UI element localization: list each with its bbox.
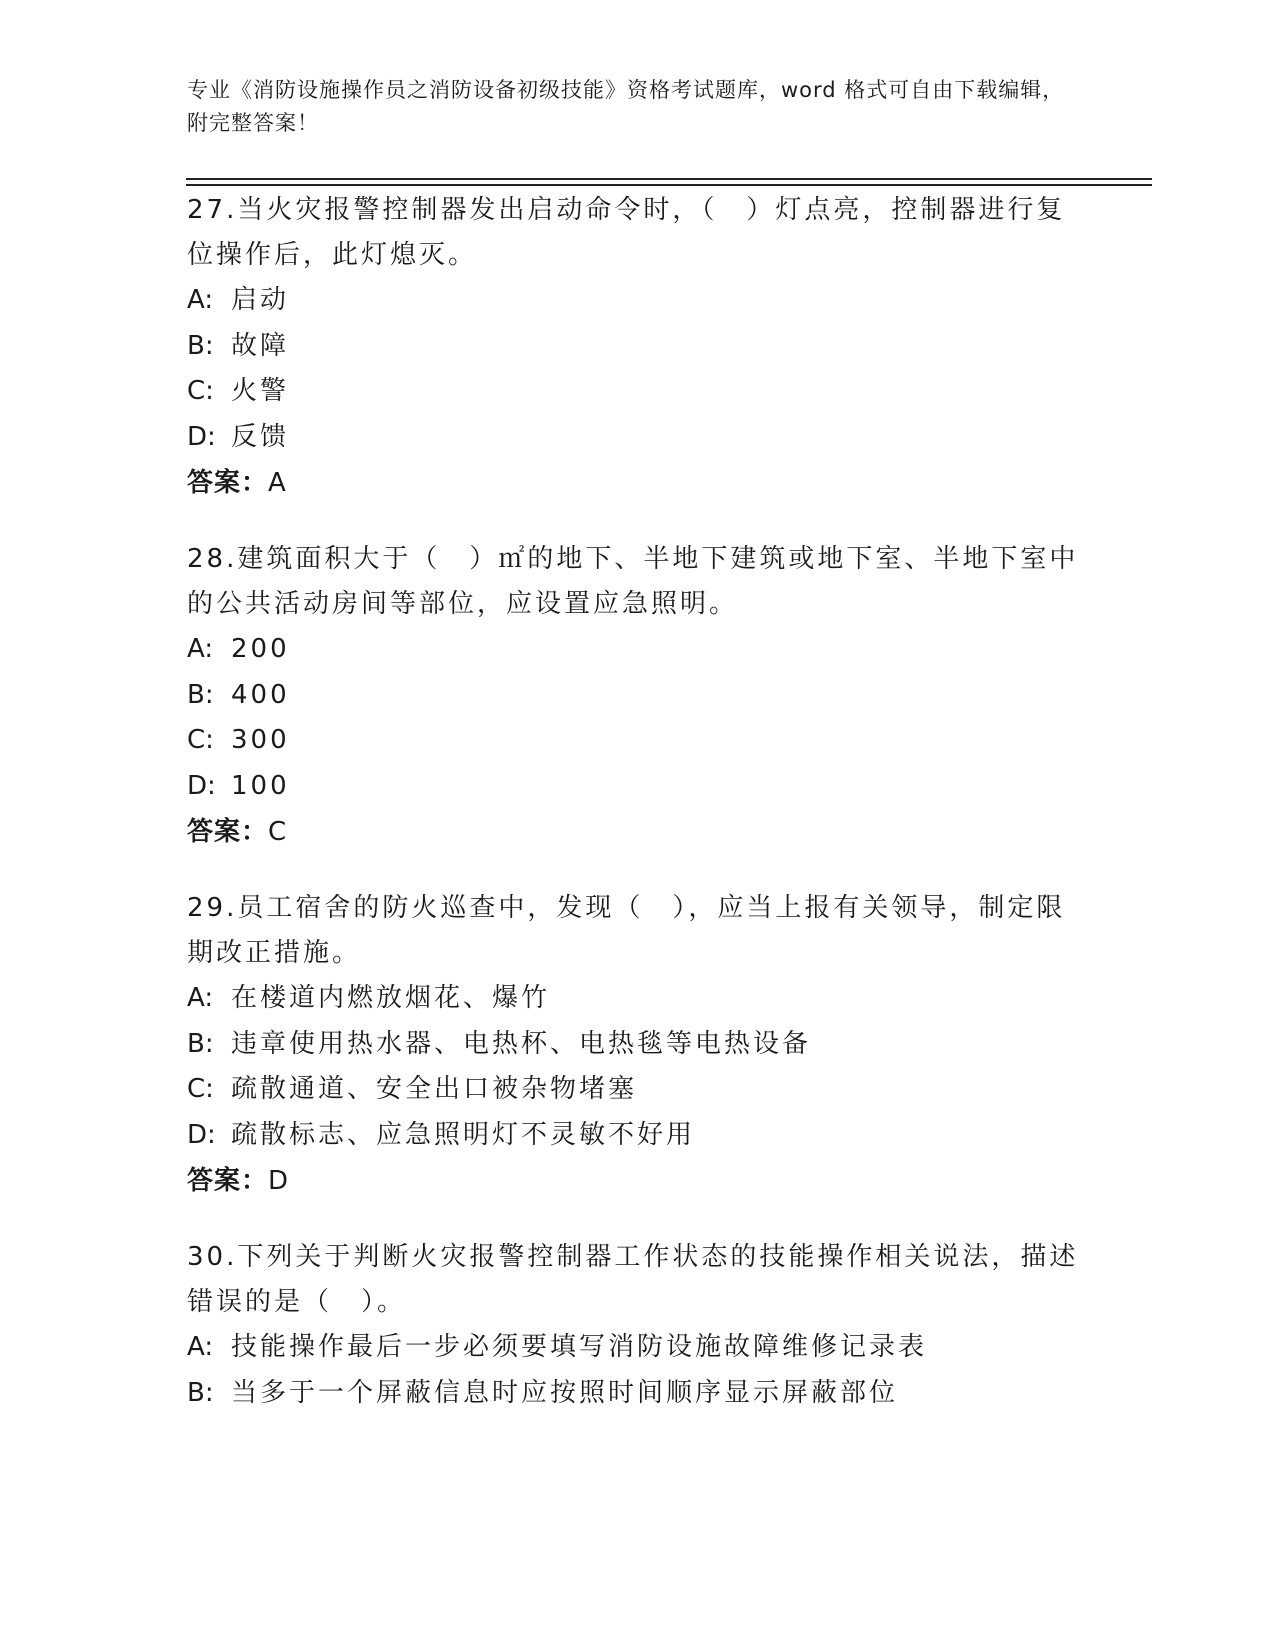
question-stem: 30.下列关于判断火灾报警控制器工作状态的技能操作相关说法，描述错误的是（ ）。 xyxy=(187,1242,1079,1317)
option-c: C: 火警 xyxy=(187,376,290,406)
option-d: D: 100 xyxy=(187,770,290,801)
answer-line: 答案：D xyxy=(187,1166,290,1196)
answer-value: A xyxy=(268,468,287,498)
question-stem: 27.当火灾报警控制器发出启动命令时，（ ）灯点亮，控制器进行复位操作后，此灯熄灭。 xyxy=(187,195,1066,270)
option-d: D: 疏散标志、应急照明灯不灵敏不好用 xyxy=(187,1119,696,1150)
question-30 xyxy=(187,1235,1087,1416)
header-divider-top xyxy=(186,178,1152,180)
option-b: B: 400 xyxy=(187,679,290,710)
option-a: A: 技能操作最后一步必须要填写消防设施故障维修记录表 xyxy=(187,1332,928,1362)
option-a: A: 在楼道内燃放烟花、爆竹 xyxy=(187,983,551,1013)
question-27 xyxy=(187,188,1087,506)
option-a: A: 200 xyxy=(187,634,290,664)
option-d: D: 反馈 xyxy=(187,421,290,452)
option-a: A: 启动 xyxy=(187,285,290,315)
option-b: B: 违章使用热水器、电热杯、电热毯等电热设备 xyxy=(187,1028,812,1059)
question-29 xyxy=(187,886,1087,1204)
question-stem: 28.建筑面积大于（ ）㎡的地下、半地下建筑或地下室、半地下室中的公共活动房间等部位，应设置应急照明。 xyxy=(187,544,1079,619)
answer-line: 答案：C xyxy=(187,817,288,847)
question-28 xyxy=(187,537,1087,855)
question-stem: 29.员工宿舍的防火巡查中，发现（ ），应当上报有关领导，制定限期改正措施。 xyxy=(187,893,1066,968)
option-c: C: 疏散通道、安全出口被杂物堵塞 xyxy=(187,1074,638,1104)
option-c: C: 300 xyxy=(187,725,290,755)
answer-value: D xyxy=(268,1166,290,1196)
answer-line: 答案：A xyxy=(187,468,287,498)
document-header xyxy=(187,74,1067,140)
option-b: B: 故障 xyxy=(187,330,290,361)
answer-value: C xyxy=(268,817,288,847)
header-intro-text: 专业《消防设施操作员之消防设备初级技能》资格考试题库，word 格式可自由下载编辑，附完整答案！ xyxy=(187,78,1065,135)
header-divider-bottom xyxy=(186,184,1152,186)
option-b: B: 当多于一个屏蔽信息时应按照时间顺序显示屏蔽部位 xyxy=(187,1377,899,1408)
